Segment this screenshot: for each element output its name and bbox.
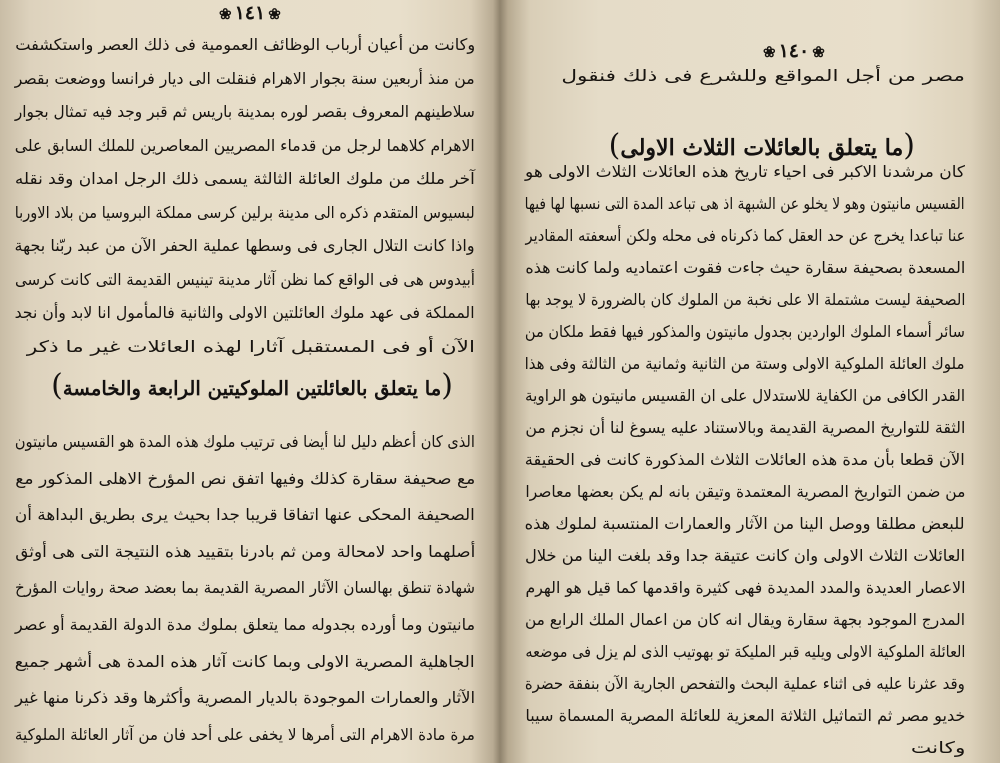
text-line: واذا كانت التلال الجارى فى وسطها عملية الحفر الآن من عبد ربّنا بجهة bbox=[15, 236, 475, 255]
text-line: القدر الكافى من الكفاية للاستدلال على ان القسيس مانيتون هو الراوية bbox=[525, 386, 965, 405]
text-line: المملكة فى عهد ملوك العائلتين الاولى والثانية فالمأمول انا لابد وأن نجد bbox=[15, 303, 475, 322]
text-line: أصلهما واحد لامحالة ومن ثم بادرنا بتقييد هذه النتيجة التى هى أوثق bbox=[14, 541, 475, 561]
right-page-number bbox=[760, 40, 828, 62]
text-line: الجاهلية المصرية الاولى وبما كانت آثار هذه المدة هى أشهر جميع bbox=[15, 651, 475, 671]
right-section-heading: (ما يتعلق بالعائلات الثلاث الاولى) bbox=[608, 128, 915, 163]
text-line: الذى كان أعظم دليل لنا أيضا فى ترتيب ملوك هذه المدة هو القسيس مانيتون bbox=[15, 432, 475, 451]
text-line: العائلات الثلاث الاولى وان كانت عتيقة جدا وقد بلغت الينا من خلال bbox=[525, 546, 965, 565]
text-line: مانيتون وما أورده بجدوله مما يتعلق بملوك مدة الدولة القديمة أو عصر bbox=[15, 615, 475, 634]
text-line: لبسيوس المتقدم ذكره الى مدينة برلين كرسى مملكة البروسيا من بلاد الاوربا bbox=[15, 202, 475, 222]
text-line: الصحيفة المحكى عنها اتفاقا قريبا جدا بحيث يرى بطريق البداهة أن bbox=[15, 505, 475, 525]
text-line: للبعض مطلقا ووصل الينا من الآثار والعمارات المنتسبة لملوك هذه bbox=[525, 514, 965, 533]
text-line: الآثار والعمارات الموجودة بالديار المصرية وأكثرها وقد ذكرنا منها غير bbox=[15, 688, 475, 708]
text-line: أبيدوس هى فى الواقع كما نظن آثار مدينة تينيس القديمة التى كانت كرسى bbox=[15, 269, 475, 289]
text-line: القسيس مانيتون وهو لا يخلو عن الشبهة اذ هى تباعد المدة التى نسبها لها فيها bbox=[525, 194, 965, 213]
text-line: الآن قطعا بأن مدة هذه العائلات الثلاث المذكورة كانت فى الحقيقة bbox=[525, 450, 965, 469]
text-line: المسعدة بصحيفة سقارة حيث جاءت فقوت اعتماديه ولما كانت هذه bbox=[525, 258, 965, 277]
text-line: من ضمن التواريخ المصرية المعتمدة وتيقن بانه لم يكن بعضها معاصرا bbox=[525, 482, 965, 501]
text-line: من منذ أربعين سنة بجوار الاهرام فنقلت الى ديار فرانسا ووضعت بقصر bbox=[15, 68, 475, 88]
ornament-icon: ❀ bbox=[812, 43, 825, 61]
right-section-heading-text: ما يتعلق بالعائلات الثلاث الاولى bbox=[620, 135, 904, 161]
text-line: الثقة للتواريخ المصرية القديمة وبالاستناد عليه يسوغ لنا أن نجزم من bbox=[525, 418, 965, 437]
text-line: سائر أسماء الملوك الواردين بجدول مانيتون والمذكور فيها فقط ملكان من bbox=[525, 322, 965, 341]
page-number-text: ١٤٠ bbox=[778, 40, 810, 62]
ornament-icon: ❀ bbox=[219, 5, 232, 23]
text-line: المدرج الموجود بجهة سقارة ويقال انه كان من اعمال الملك الرابع من bbox=[525, 610, 965, 629]
text-line bbox=[525, 90, 965, 114]
text-line: الاعصار العديدة والمدد المديدة فهى كثيرة واقدمها كما قيل هو الهرم bbox=[525, 578, 965, 597]
page-number-text: ١٤١ bbox=[234, 2, 266, 24]
text-line: عنا تباعدا يخرج عن حد العقل كما ذكرناه فى محله ولكن أسعفته المقادير bbox=[525, 226, 965, 245]
left-page bbox=[0, 0, 493, 763]
text-line: وقد عثرنا عليه فى اثناء عملية البحث والتفحص الجارية الآن بنفقة حضرة bbox=[525, 674, 965, 693]
text-line: مرة مادة الاهرام التى أمرها لا يخفى على أحد فان من آثار العائلة الملوكية bbox=[15, 724, 475, 744]
ornament-icon: ❀ bbox=[268, 5, 281, 23]
text-line: آخر ملك من ملوك العائلة الثالثة يسمى ذلك الرجل امدان وقد نقله bbox=[15, 169, 475, 188]
text-line: وكانت من أعيان أرباب الوظائف العمومية فى ذلك العصر واستكشفت bbox=[15, 35, 475, 54]
left-section-heading-text: ما يتعلق بالعائلتين الملوكيتين الرابعة والخامسة bbox=[62, 377, 442, 400]
right-page bbox=[507, 0, 1000, 763]
text-line: مع صحيفة سقارة كذلك وفيها اتفق نص المؤرخ الاهلى المذكور مع bbox=[14, 468, 475, 488]
text-line: وكانت bbox=[910, 738, 965, 757]
text-line: شهادة تنطق بهالسان الآثار المصرية القديمة بما بعضد صحة روايات المؤرخ bbox=[15, 578, 475, 598]
text-line: الآن أو فى المستقبل آثارا لهذه العائلات غير ما ذكر bbox=[26, 336, 475, 356]
ornament-icon: ❀ bbox=[763, 43, 776, 61]
text-line: ملوك العائلة الملوكية الاولى وستة من الثانية وثمانية من الثالثة وفى هذا bbox=[525, 354, 965, 373]
text-line: العائلة الملوكية الاولى ويليه قبر المليكة تو بهوتيب الذى لم يزل فى موضعه bbox=[525, 642, 965, 661]
text-line: سلاطينهم المعروف بقصر لوره بمدينة باريس ثم قبر وجد فيه تمثال بجوار bbox=[15, 102, 475, 121]
text-line: الصحيفة ليست مشتملة الا على نخبة من الملوك كان بالضرورة لا يوجد بها bbox=[525, 290, 965, 309]
text-line: خديو مصر ثم التماثيل الثلاثة المعزية للعائلة المصرية المسماة سيبا bbox=[525, 706, 965, 725]
text-line: الاهرام كلاهما لرجل من قدماء المصريين المعاصرين للملك السابق على bbox=[15, 135, 475, 155]
left-page-number bbox=[216, 2, 284, 24]
text-line: كان مرشدنا الاكبر فى احياء تاريخ هذه العائلات الثلاث الاولى هو bbox=[525, 162, 965, 181]
text-line: مصر من أجل المواقع وللشرع فى ذلك فنقول bbox=[561, 66, 965, 85]
left-section-heading: (ما يتعلق بالعائلتين الملوكيتين الرابعة والخامسة) bbox=[51, 368, 453, 403]
